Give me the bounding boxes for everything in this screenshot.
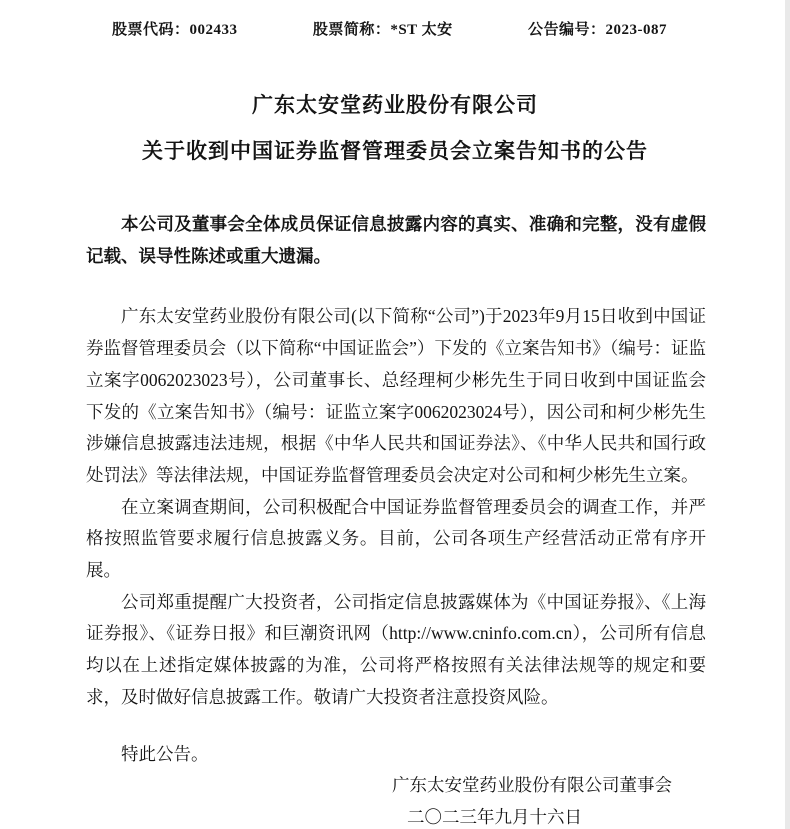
announcement-title: 关于收到中国证券监督管理委员会立案告知书的公告 [142,139,648,163]
announcement-number: 公告编号：2023-087 [528,22,667,38]
paragraph-case-filing: 广东太安堂药业股份有限公司(以下简称“公司”)于2023年9月15日收到中国证券监督管理委员会（以下简称“中国证监会”）下发的《立案告知书》（编号：证监立案字0062023023号），公司董事长、总经理柯少彬先生于同日收到中国证监会下发的《立案告知书》（编号：证监立案字0062023024号），因公司和柯少彬先生涉嫌信息披露违法违规，根据《中华人民共和国证券法》、《中华人民共和国行政处罚法》等法律法规，中国证券监督管理委员会决定对公司和柯少彬先生立案。 [86,306,706,485]
signature-date: 二〇二三年九月十六日 [407,806,582,827]
paragraph-investor-reminder: 公司郑重提醒广大投资者，公司指定信息披露媒体为《中国证券报》、《上海证券报》、《证券日报》和巨潮资讯网（http://www.cninfo.com.cn），公司所有信息均以在上述指定媒体披露的为准，公司将严格按照有关法律法规等的规定和要求，及时做好信息披露工作。敬请广大投资者注意投资风险。 [86,591,706,707]
document-body [86,209,706,829]
page-edge-strip [785,0,790,829]
board-disclaimer: 本公司及董事会全体成员保证信息披露内容的真实、准确和完整，没有虚假记载、误导性陈述或重大遗漏。 [86,214,706,266]
closing-statement: 特此公告。 [121,743,209,764]
company-name-title: 广东太安堂药业股份有限公司 [252,93,538,117]
signature-company-board: 广东太安堂药业股份有限公司董事会 [392,775,672,796]
document-header [112,18,667,39]
stock-short-name: 股票简称：*ST 太安 [312,22,453,38]
paragraph-investigation-cooperation: 在立案调查期间，公司积极配合中国证券监督管理委员会的调查工作，并严格按照监管要求履行信息披露义务。目前，公司各项生产经营活动正常有序开展。 [86,496,706,581]
stock-code: 股票代码：002433 [112,22,238,38]
